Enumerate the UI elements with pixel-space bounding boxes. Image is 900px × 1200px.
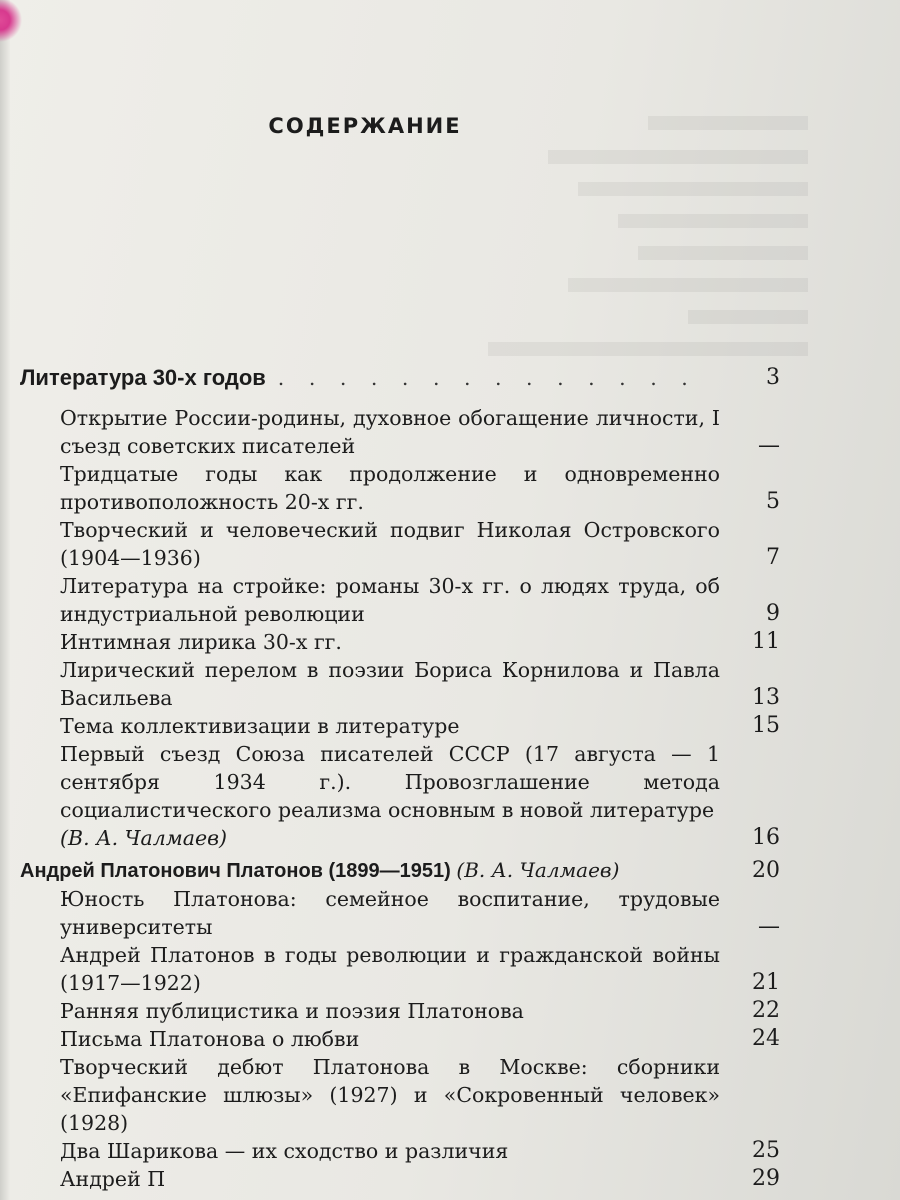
toc-entry-part[interactable]: [20, 364, 780, 392]
toc-entry[interactable]: [20, 941, 780, 997]
toc-entry[interactable]: [20, 656, 780, 712]
toc-entry[interactable]: [20, 404, 780, 460]
toc-entry[interactable]: [20, 1165, 780, 1193]
entry-title: Юность Платонова: семейное воспитание, трудовые университеты: [60, 887, 720, 939]
entry-page: 24: [752, 1026, 780, 1051]
entry-title: Творческий дебют Платонова в Москве: сборники «Епифанские шлюзы» (1927) и «Сокровенный человек» (1928): [60, 1055, 720, 1135]
entry-title: Творческий и человеческий подвиг Николая Островского (1904—1936): [60, 518, 720, 570]
entry-author: (В. А. Чалмаев): [456, 858, 620, 882]
entry-title: Тридцатые годы как продолжение и одновременно противоположность 20-х гг.: [60, 462, 720, 514]
table-of-contents: [20, 364, 780, 1193]
entry-page: 7: [766, 545, 780, 570]
entry-page: 3: [766, 365, 780, 390]
toc-entry[interactable]: [20, 516, 780, 572]
dot-leader: [278, 364, 700, 392]
toc-entry[interactable]: [20, 460, 780, 516]
toc-entry[interactable]: [20, 1137, 780, 1165]
toc-entry[interactable]: [20, 997, 780, 1025]
entry-page: 11: [752, 629, 780, 654]
entry-title: Тема коллективизации в литературе: [60, 714, 460, 738]
entry-title: Письма Платонова о любви: [60, 1027, 360, 1051]
toc-entry[interactable]: [20, 1053, 780, 1137]
toc-entry[interactable]: [20, 1025, 780, 1053]
entry-title: Литература 30-х годов: [20, 365, 266, 390]
entry-page: 9: [766, 601, 780, 626]
entry-page: 25: [752, 1138, 780, 1163]
page-edge: [0, 0, 10, 1200]
entry-author: (В. А. Чалмаев): [60, 826, 228, 850]
entry-title: Открытие России-родины, духовное обогащение личности, I съезд советских писателей: [60, 406, 720, 458]
entry-page: 20: [752, 858, 780, 883]
toc-entry[interactable]: [20, 628, 780, 656]
entry-page: 15: [752, 713, 780, 738]
entry-title: Два Шарикова — их сходство и различия: [60, 1139, 509, 1163]
entry-title: Литература на стройке: романы 30-х гг. о людях труда, об индустриальной революции: [60, 574, 720, 626]
entry-title: Андрей Платонов в годы революции и гражданской войны (1917—1922): [60, 943, 720, 995]
toc-entry-author-section[interactable]: [20, 856, 780, 885]
entry-page: 29: [752, 1166, 780, 1191]
toc-entry[interactable]: [20, 712, 780, 740]
entry-title: Андрей Платонович Платонов (1899—1951) (В. А. Чалмаев): [20, 858, 620, 882]
entry-page: 13: [752, 685, 780, 710]
entry-title: Ранняя публицистика и поэзия Платонова: [60, 999, 524, 1023]
toc-entry[interactable]: [20, 572, 780, 628]
entry-title: Первый съезд Союза писателей СССР (17 августа — 1 сентября 1934 г.). Провозглашение метода социалистического реализма основным в новой литературе: [60, 742, 720, 822]
entry-title: Лирический перелом в поэзии Бориса Корнилова и Павла Васильева: [60, 658, 720, 710]
entry-page: —: [758, 433, 780, 458]
entry-page: 21: [752, 970, 780, 995]
toc-entry[interactable]: [20, 885, 780, 941]
entry-page: 16: [752, 825, 780, 850]
entry-title: Андрей П: [60, 1167, 166, 1191]
entry-page: 5: [766, 489, 780, 514]
entry-title: Интимная лирика 30-х гг.: [60, 630, 342, 654]
pink-bookmark-corner: [0, 0, 22, 70]
entry-page: —: [758, 914, 780, 939]
page-title: СОДЕРЖАНИЕ: [268, 114, 462, 138]
toc-entry[interactable]: [20, 740, 780, 852]
entry-page: 22: [752, 998, 780, 1023]
